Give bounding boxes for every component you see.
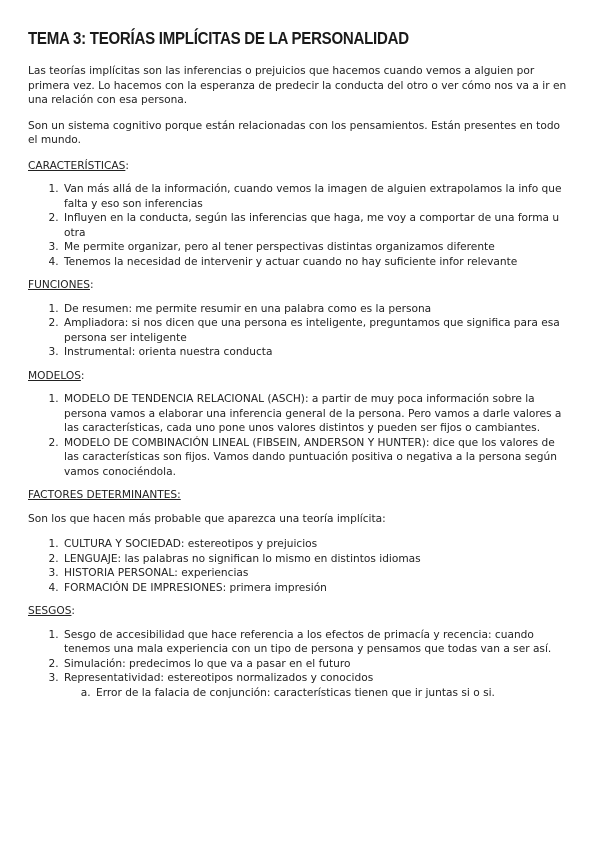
- list-item: 3. HISTORIA PERSONAL: experiencias: [62, 566, 568, 581]
- list-item: 1. Sesgo de accesibilidad que hace referencia a los efectos de primacía y recencia: cuando tenemos una mala experiencia con un tipo de persona y pensamos que todas van a ser así.: [62, 628, 568, 657]
- sublist-item: a. Error de la falacia de conjunción: características tienen que ir juntas si o si.: [94, 686, 568, 701]
- list-item-text: Representatividad: estereotipos normalizados y conocidos: [64, 672, 374, 684]
- sesgos-heading-text: SESGOS: [28, 605, 72, 617]
- caracteristicas-heading: CARACTERÍSTICAS:: [28, 159, 129, 172]
- modelos-heading: MODELOS:: [28, 369, 85, 382]
- funciones-heading: FUNCIONES:: [28, 279, 94, 291]
- list-item: 4. Tenemos la necesidad de intervenir y actuar cuando no hay suficiente infor relevante: [62, 255, 568, 270]
- list-item: 1. CULTURA Y SOCIEDAD: estereotipos y prejuicios: [62, 537, 568, 552]
- intro-paragraph-1: Las teorías implícitas son las inferencias o prejuicios que hacemos cuando vemos a alguien por primera vez. Lo hacemos con la esperanza de predecir la conducta del otro o ver cómo nos va a ir en una relación con esa persona.: [28, 65, 567, 106]
- list-item: 4. FORMACIÓN DE IMPRESIONES: primera impresión: [62, 581, 568, 596]
- list-item: 3. Instrumental: orienta nuestra conducta: [62, 345, 568, 360]
- list-item: 1. De resumen: me permite resumir en una palabra como es la persona: [62, 302, 568, 317]
- list-item: 2. Ampliadora: si nos dicen que una persona es inteligente, preguntamos que significa para esa persona ser inteligente: [62, 316, 568, 345]
- factores-heading-text: FACTORES DETERMINANTES:: [28, 489, 181, 501]
- list-item: 2. MODELO DE COMBINACIÓN LINEAL (FIBSEIN, ANDERSON Y HUNTER): dice que los valores de las características son fijos. Vamos dando puntuación positiva o negativa a la persona según vamos conociéndola.: [62, 436, 568, 480]
- factores-list: [28, 537, 568, 595]
- caracteristicas-list: [28, 182, 568, 269]
- sesgos-list: [28, 628, 568, 701]
- list-item: 1. Van más allá de la información, cuando vemos la imagen de alguien extrapolamos la info que falta y eso son inferencias: [62, 182, 568, 211]
- page-title: TEMA 3: TEORÍAS IMPLÍCITAS DE LA PERSONALIDAD: [28, 28, 409, 48]
- caracteristicas-heading-text: CARACTERÍSTICAS: [28, 159, 126, 172]
- list-item: 2. Simulación: predecimos lo que va a pasar en el futuro: [62, 657, 568, 672]
- factores-intro: Son los que hacen más probable que aparezca una teoría implícita:: [28, 512, 386, 525]
- funciones-list: [28, 302, 568, 360]
- modelos-list: [28, 392, 568, 479]
- list-item: 2. LENGUAJE: las palabras no significan lo mismo en distintos idiomas: [62, 552, 568, 567]
- list-item: 2. Influyen en la conducta, según las inferencias que haga, me voy a comportar de una forma u otra: [62, 211, 568, 240]
- list-item: [62, 671, 568, 700]
- factores-heading: [28, 488, 568, 503]
- modelos-heading-text: MODELOS: [28, 369, 81, 382]
- list-item: 3. Me permite organizar, pero al tener perspectivas distintas organizamos diferente: [62, 240, 568, 255]
- document-page: [28, 28, 568, 709]
- intro-paragraph-2: Son un sistema cognitivo porque están relacionadas con los pensamientos. Están presentes en todo el mundo.: [28, 119, 561, 146]
- sesgos-sublist: [64, 686, 568, 701]
- funciones-heading-text: FUNCIONES: [28, 279, 90, 291]
- sesgos-heading: SESGOS:: [28, 605, 75, 617]
- list-item: 1. MODELO DE TENDENCIA RELACIONAL (ASCH): a partir de muy poca información sobre la persona vamos a elaborar una inferencia general de la persona. Pero vamos a darle valores a las características, cada uno pone unos valores distintos y pueden ser fijos o cambiantes.: [62, 392, 568, 436]
